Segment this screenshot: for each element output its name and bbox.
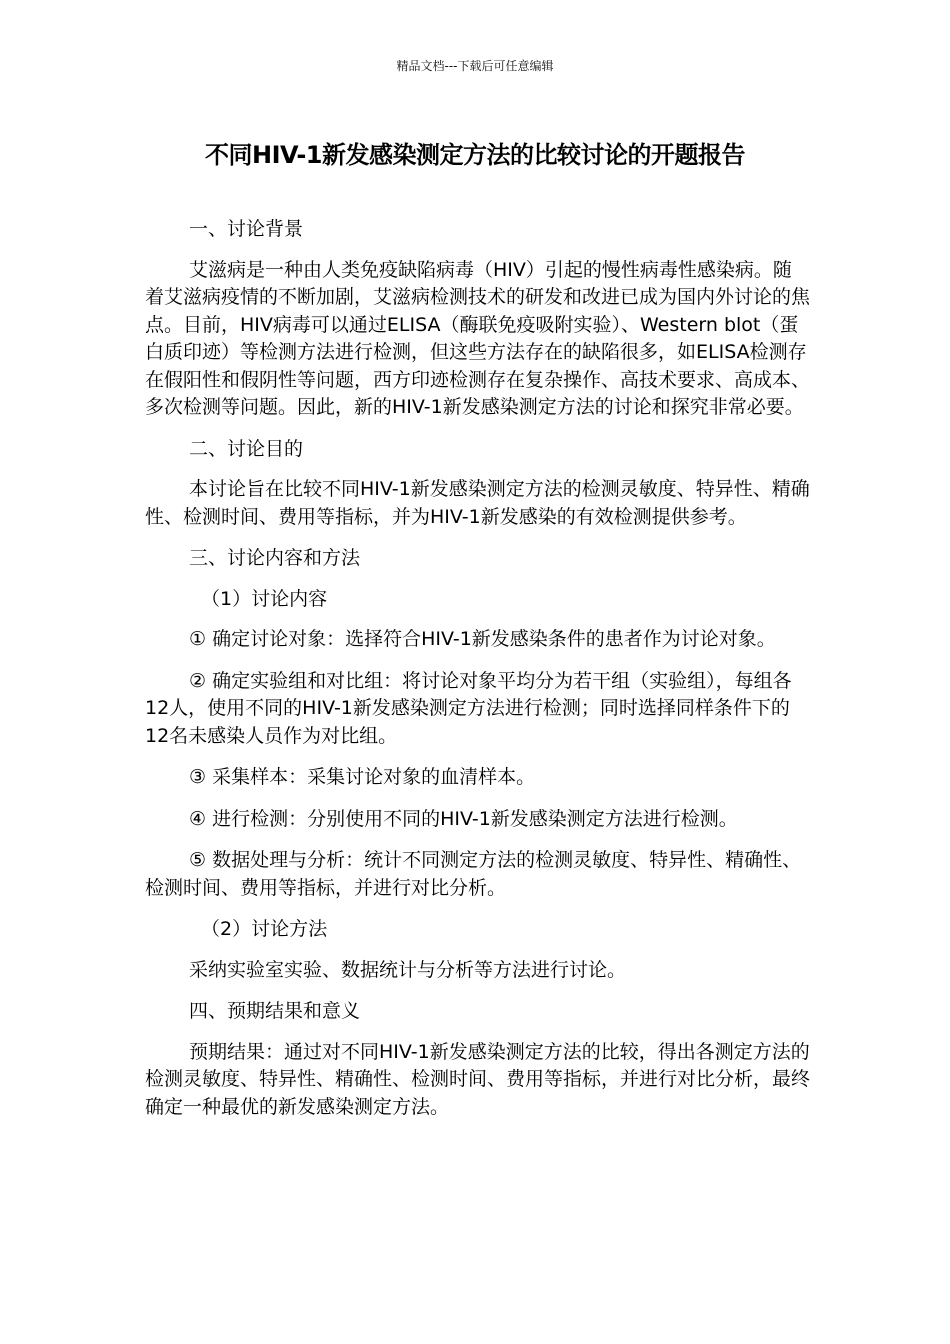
expected-results-paragraph: 预期结果：通过对不同HIV-1新发感染测定方法的比较，得出各测定方法的检测灵敏度、特异性、精确性、检测时间、费用等指标，并进行对比分析，最终确定一种最优的新发感染测定方法。 (145, 1040, 811, 1118)
list-item: ③ 采集样本：采集讨论对象的血清样本。 (189, 766, 536, 788)
document-body (145, 216, 810, 1135)
list-item: ④ 进行检测：分别使用不同的HIV-1新发感染测定方法进行检测。 (189, 807, 738, 830)
list-item: ① 确定讨论对象：选择符合HIV-1新发感染条件的患者作为讨论对象。 (189, 628, 776, 650)
purpose-paragraph: 本讨论旨在比较不同HIV-1新发感染测定方法的检测灵敏度、特异性、精确性、检测时间、费用等指标，并为HIV-1新发感染的有效检测提供参考。 (145, 478, 810, 528)
section-heading-expected-results: 四、预期结果和意义 (189, 1000, 361, 1022)
document-title: 不同HIV-1新发感染测定方法的比较讨论的开题报告 (204, 141, 745, 169)
section-heading-background: 一、讨论背景 (189, 218, 304, 240)
background-paragraph: 艾滋病是一种由人类免疫缺陷病毒（HIV）引起的慢性病毒性感染病。随着艾滋病疫情的不断加剧，艾滋病检测技术的研发和改进已成为国内外讨论的焦点。目前，HIV病毒可以通过ELISA（酶联免疫吸附实验）、Western blot（蛋白质印迹）等检测方法进行检测，但这些方法存在的缺陷很多，如ELISA检测存在假阳性和假阴性等问题，西方印迹检测存在复杂操作、高技术要求、高成本、多次检测等问题。因此，新的HIV-1新发感染测定方法的讨论和探究非常必要。 (145, 258, 811, 418)
page-header: 精品文档---下载后可任意编辑 (396, 59, 554, 73)
list-item: ⑤ 数据处理与分析：统计不同测定方法的检测灵敏度、特异性、精确性、检测时间、费用等指标，并进行对比分析。 (145, 849, 802, 899)
section-heading-content-methods: 三、讨论内容和方法 (189, 547, 361, 569)
section-heading-purpose: 二、讨论目的 (189, 437, 304, 460)
methods-paragraph: 采纳实验室实验、数据统计与分析等方法进行讨论。 (189, 958, 627, 981)
subheading-content: （1）讨论内容 (201, 587, 328, 610)
list-item: ② 确定实验组和对比组：将讨论对象平均分为若干组（实验组），每组各12人，使用不同的HIV-1新发感染测定方法进行检测；同时选择同样条件下的12名未感染人员作为对比组。 (145, 669, 792, 747)
subheading-methods: （2）讨论方法 (201, 918, 328, 940)
